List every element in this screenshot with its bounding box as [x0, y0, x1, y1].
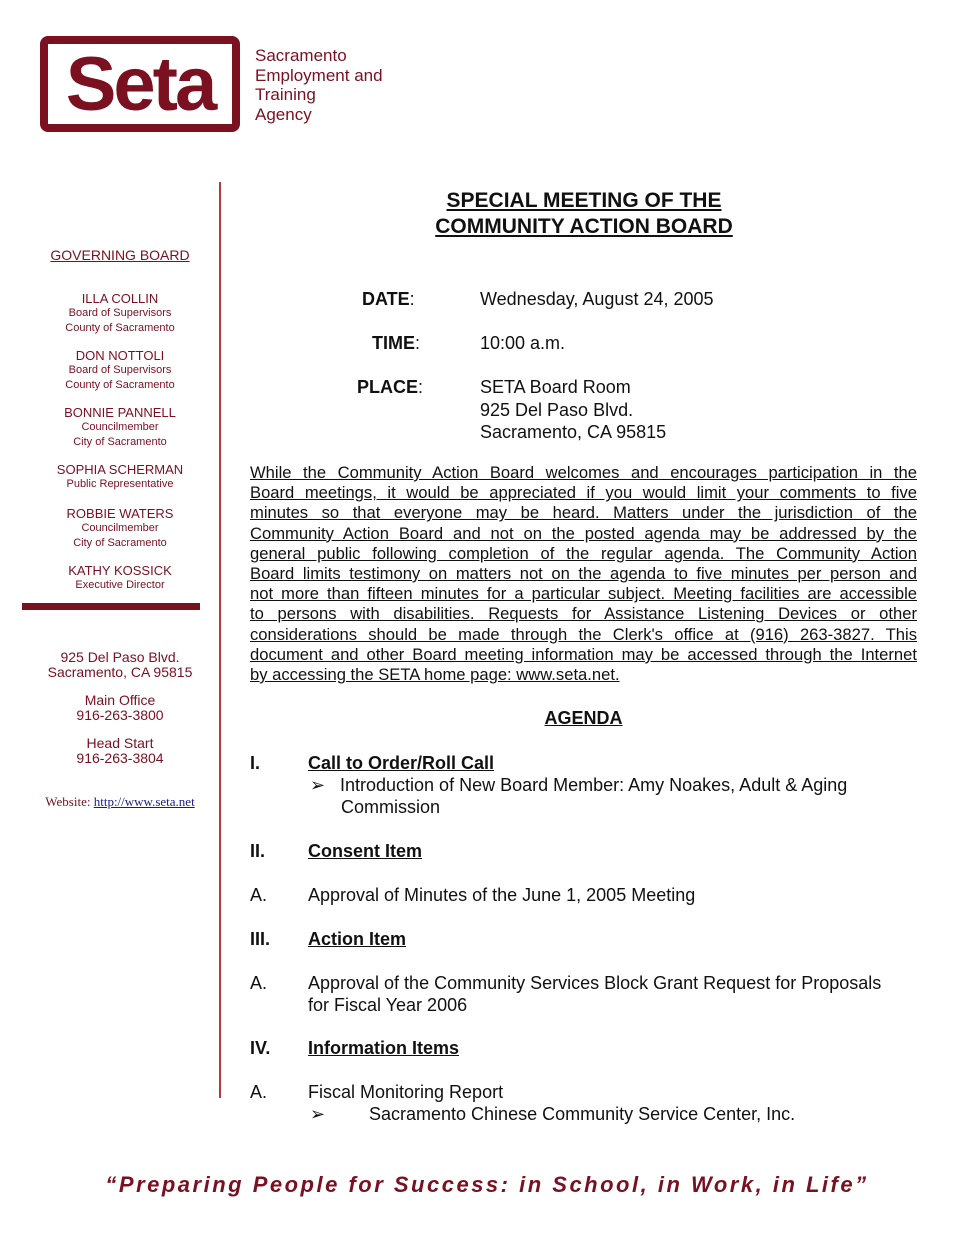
item-text: Approval of the Community Services Block Grant Request for Proposals — [308, 973, 882, 993]
notice-line: minutes so that everyone may be heard. Matters under the jurisdiction of the — [250, 503, 917, 523]
footer-motto: “Preparing People for Success: in School, in Work, in Life” — [105, 1172, 869, 1197]
sidebar-rule — [22, 603, 200, 610]
item-text: Fiscal Monitoring Report — [308, 1082, 504, 1102]
notice-line: general public following completion of the regular agenda. The Community Action — [250, 543, 917, 563]
section-title: Consent Item — [308, 841, 423, 861]
member-role: City of Sacramento — [73, 435, 167, 448]
member-role: Councilmember — [81, 421, 159, 433]
member-name: ILLA COLLIN — [81, 291, 159, 306]
address — [20, 650, 220, 680]
item-letter: A. — [250, 1082, 268, 1102]
member-name: ROBBIE WATERS — [66, 506, 174, 521]
title-line: COMMUNITY ACTION BOARD — [435, 215, 733, 238]
member-role: Board of Supervisors — [68, 364, 172, 376]
address-line: 925 Del Paso Blvd. — [60, 649, 180, 665]
tagline-line: Agency — [255, 104, 312, 124]
place-value — [480, 376, 666, 444]
place-line: SETA Board Room — [480, 377, 631, 397]
time-label-text: TIME — [372, 333, 415, 353]
agenda-heading: AGENDA — [544, 708, 623, 728]
section-number: IV. — [250, 1038, 271, 1058]
section-title: Call to Order/Roll Call — [308, 753, 495, 773]
governing-board-heading: GOVERNING BOARD — [50, 247, 190, 263]
member-role: Executive Director — [75, 579, 165, 591]
section-title: Action Item — [308, 929, 407, 949]
page-title — [380, 188, 788, 240]
website-label: Website: — [45, 794, 94, 809]
time-value: 10:00 a.m. — [480, 333, 566, 353]
tagline-line: Training — [255, 85, 316, 104]
arrow-bullet-icon: ➢ — [310, 775, 326, 795]
member-role: Board of Supervisors — [68, 307, 172, 319]
notice-line: document and other Board meeting information may be accessed through the Internet — [250, 644, 917, 664]
item-text: for Fiscal Year 2006 — [308, 995, 468, 1015]
notice-line: considerations should be made through the Clerk's office at (916) 263-3827. This — [250, 624, 917, 644]
member-name: DON NOTTOLI — [75, 348, 165, 363]
notice-line: to persons with disabilities. Requests for Assistance Listening Devices or other — [250, 604, 917, 624]
board-member — [20, 506, 220, 550]
seta-logo — [40, 36, 240, 132]
office-label: Main Office — [84, 692, 156, 708]
sub-item: Commission — [341, 797, 441, 817]
member-role: City of Sacramento — [73, 536, 167, 549]
member-name: SOPHIA SCHERMAN — [56, 462, 184, 477]
board-member — [20, 563, 220, 593]
member-role: Public Representative — [66, 478, 174, 490]
section-title: Information Items — [308, 1038, 460, 1058]
office-phone: 916-263-3800 — [76, 707, 164, 723]
tagline-line: Sacramento — [255, 46, 347, 65]
office-label: Head Start — [86, 735, 154, 751]
tagline-line: Employment and — [255, 65, 383, 85]
section-number: III. — [250, 929, 271, 949]
board-member — [20, 348, 220, 392]
time-label: TIME: — [372, 333, 421, 353]
section-number: II. — [250, 841, 266, 861]
board-member — [20, 462, 220, 492]
notice-line: by accessing the SETA home page: www.seta.net. — [250, 665, 620, 685]
item-letter: A. — [250, 885, 268, 905]
svg-text:Seta: Seta — [65, 44, 215, 124]
board-member — [20, 405, 220, 449]
place-line: 925 Del Paso Blvd. — [480, 399, 634, 420]
public-comment-notice — [250, 463, 917, 685]
notice-line: Board meetings, it would be appreciated if you would limit your comments to five — [250, 483, 917, 503]
notice-line: not more than fifteen minutes for a particular subject. Meeting facilities are accessible — [250, 584, 917, 604]
notice-line: Community Action Board and not on the posted agenda may be addressed by the — [250, 523, 917, 543]
place-label: PLACE: — [357, 377, 424, 397]
date-value: Wednesday, August 24, 2005 — [480, 289, 714, 309]
item-letter: A. — [250, 973, 268, 993]
place-label-text: PLACE — [357, 377, 419, 397]
member-role: County of Sacramento — [65, 321, 175, 334]
address-line: Sacramento, CA 95815 — [47, 664, 193, 680]
member-role: Councilmember — [81, 522, 159, 534]
sub-item: Sacramento Chinese Community Service Center, Inc. — [369, 1104, 796, 1124]
item-text: Approval of Minutes of the June 1, 2005 Meeting — [308, 885, 696, 905]
office-phone: 916-263-3804 — [76, 750, 164, 766]
date-label: DATE: — [362, 289, 415, 309]
main-office — [20, 693, 220, 723]
date-label-text: DATE — [362, 289, 410, 309]
title-line: SPECIAL MEETING OF THE — [446, 189, 722, 212]
board-member — [20, 291, 220, 335]
website-link[interactable]: http://www.seta.net — [93, 794, 195, 809]
member-role: County of Sacramento — [65, 378, 175, 391]
website — [20, 794, 220, 810]
member-name: KATHY KOSSICK — [68, 563, 172, 578]
place-line: Sacramento, CA 95815 — [480, 422, 667, 442]
arrow-bullet-icon: ➢ — [310, 1104, 326, 1124]
sub-item: Introduction of New Board Member: Amy Noakes, Adult & Aging — [340, 775, 848, 795]
logo-tagline — [255, 46, 383, 124]
head-start — [20, 736, 220, 766]
notice-line: Board limits testimony on matters not on the agenda to five minutes per person and — [250, 564, 917, 584]
notice-line: While the Community Action Board welcomes and encourages participation in the — [250, 463, 917, 482]
seta-wordmark-icon — [48, 44, 232, 124]
section-number: I. — [250, 753, 261, 773]
member-name: BONNIE PANNELL — [64, 405, 176, 420]
